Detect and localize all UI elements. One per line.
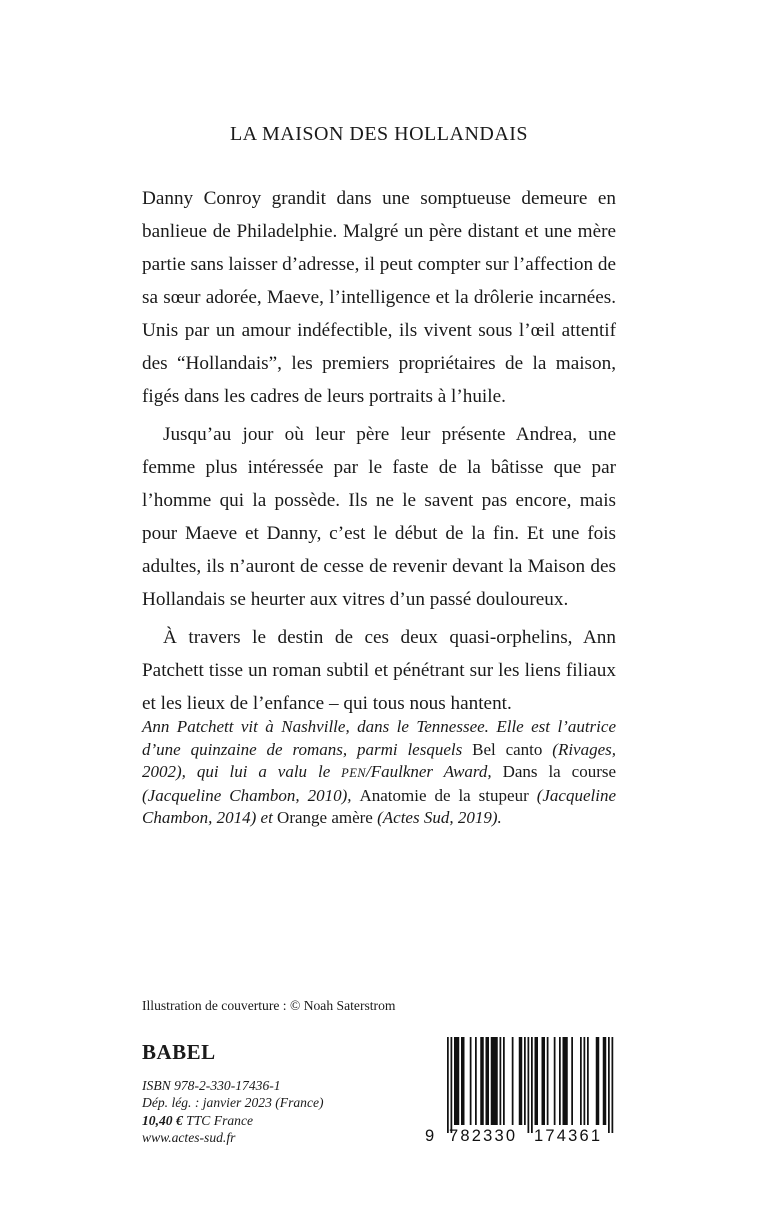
barcode-guard-bar	[612, 1037, 614, 1133]
barcode-bar	[512, 1037, 514, 1125]
barcode	[423, 1037, 618, 1147]
barcode-bars	[423, 1037, 618, 1133]
synopsis-paragraph: Danny Conroy grandit dans une somptueuse demeure en banlieue de Philadelphie. Malgré un père distant et une mère partie sans laisser d’adresse, il peut compter sur l’affection de sa sœur adorée, Maeve, l’intelligence et la drôlerie incarnées. Unis par un amour indéfectible, ils vivent sous l’œil attentif des “Hollandais”, les premiers propriétaires de la maison, figés dans les cadres de leurs portraits à l’huile.	[142, 188, 616, 407]
website: www.actes-sud.fr	[142, 1130, 236, 1146]
isbn: ISBN 978-2-330-17436-1	[142, 1078, 281, 1093]
price-suffix: TTC France	[182, 1112, 254, 1128]
book-title-anatomie: Anatomie de la stupeur	[359, 785, 529, 805]
barcode-first-digit: 9	[425, 1127, 435, 1145]
barcode-bar	[503, 1037, 505, 1125]
barcode-bar	[603, 1037, 607, 1125]
barcode-guard-bar	[451, 1037, 453, 1133]
barcode-bar	[461, 1037, 465, 1125]
price-line	[142, 1112, 324, 1129]
bio-pen: PEN	[341, 766, 366, 781]
bio-text: (Rivages, 2002), qui lui a valu le	[142, 739, 617, 782]
barcode-guard-bar	[528, 1037, 530, 1133]
barcode-bar	[470, 1037, 472, 1125]
publication-info	[142, 1077, 324, 1147]
bio-text: (Actes Sud, 2019).	[372, 808, 502, 828]
book-title-bel-canto: Bel canto	[472, 739, 543, 759]
barcode-bar	[584, 1037, 586, 1125]
bio-text: (Jacqueline Chambon, 2014) et	[142, 785, 616, 828]
bio-text: (Jacqueline Chambon, 2010),	[142, 785, 360, 805]
barcode-bar	[535, 1037, 539, 1125]
publisher-logo: BABEL	[142, 1040, 216, 1064]
synopsis-paragraph: À travers le destin de ces deux quasi-orphelins, Ann Patchett tisse un roman subtil et pénétrant sur les liens filiaux et les lieux de l’enfance – qui tous nous hantent.	[142, 627, 616, 714]
barcode-left-group: 782330	[449, 1127, 518, 1145]
synopsis-paragraph: Jusqu’au jour où leur père leur présente Andrea, une femme plus intéressée par le faste de la bâtisse que par l’homme qui la possède. Ils ne le savent pas encore, mais pour Maeve et Danny, c’est le début de la fin. Et une fois adultes, ils n’auront de cesse de revenir devant la Maison des Hollandais se heurter aux vitres d’un passé douloureux.	[142, 424, 616, 610]
barcode-bar	[519, 1037, 523, 1125]
barcode-bar	[580, 1037, 582, 1125]
barcode-bar	[571, 1037, 573, 1125]
barcode-bar	[596, 1037, 600, 1125]
book-title-orange-amere: Orange amère	[277, 808, 373, 828]
barcode-guard-bar	[531, 1037, 533, 1133]
barcode-bar	[486, 1037, 490, 1125]
barcode-bar	[547, 1037, 549, 1125]
cover-credit: Illustration de couverture : © Noah Saterstrom	[142, 998, 396, 1013]
barcode-bar	[480, 1037, 484, 1125]
barcode-bar	[587, 1037, 589, 1125]
price: 10,40 €	[142, 1112, 183, 1128]
book-title-dans-la-course: Dans la course	[502, 762, 617, 782]
barcode-bar	[554, 1037, 556, 1125]
barcode-bar	[542, 1037, 546, 1125]
bio-text: /Faulkner Award,	[365, 762, 503, 782]
book-title: LA MAISON DES HOLLANDAIS	[229, 123, 529, 145]
author-bio	[142, 716, 616, 830]
synopsis	[142, 182, 616, 720]
barcode-bar	[491, 1037, 498, 1125]
barcode-bar	[559, 1037, 561, 1125]
barcode-guard-bar	[447, 1037, 449, 1133]
barcode-bar	[563, 1037, 568, 1125]
depot-legal: Dép. lég. : janvier 2023 (France)	[142, 1095, 324, 1111]
barcode-bar	[475, 1037, 477, 1125]
barcode-guard-bar	[608, 1037, 610, 1133]
barcode-bar	[524, 1037, 526, 1125]
bio-text: Ann Patchett vit à Nashville, dans le Tennessee. Elle est l’autrice d’une quinzaine de romans, parmi lesquels	[142, 717, 616, 759]
barcode-bar	[500, 1037, 502, 1125]
barcode-right-group: 174361	[534, 1127, 603, 1145]
barcode-digits	[423, 1127, 618, 1147]
barcode-bar	[454, 1037, 459, 1125]
